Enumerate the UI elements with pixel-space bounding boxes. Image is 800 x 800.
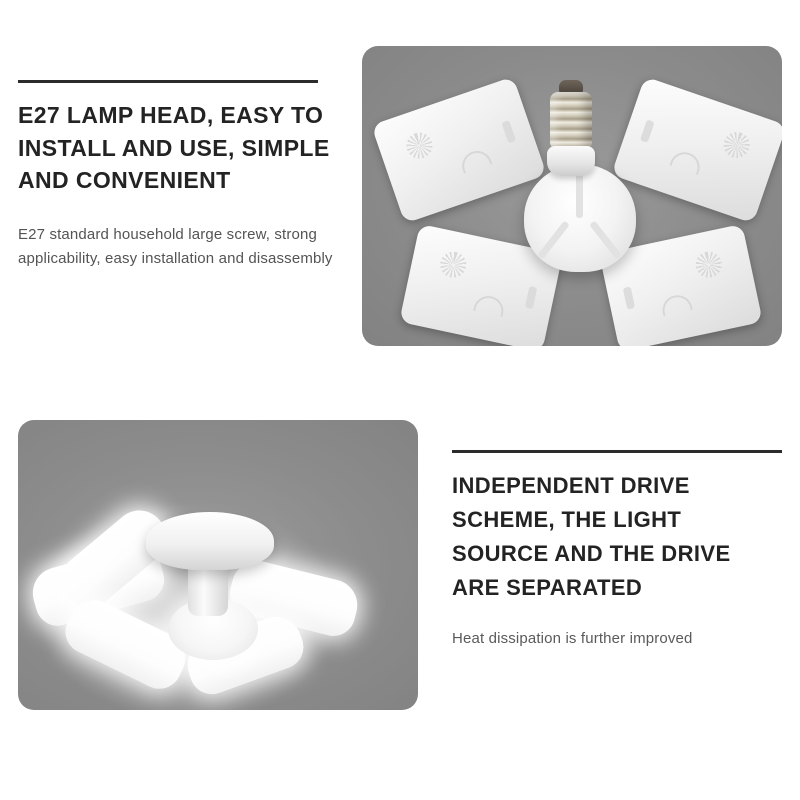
section-two-subtext: Heat dissipation is further improved xyxy=(452,630,693,648)
lamp-ceiling-cap xyxy=(146,512,274,570)
lamp-illustration-lit xyxy=(18,420,418,710)
section-one-headline: E27 LAMP HEAD, EASY TO INSTALL AND USE, SIMPLE AND CONVENIENT xyxy=(18,102,330,194)
blade-slot-detail xyxy=(623,286,635,309)
section-two-divider-rule xyxy=(452,450,782,453)
blade-arc-detail xyxy=(669,148,703,175)
blade-vent-pattern xyxy=(438,249,469,280)
lamp-illustration-unlit xyxy=(362,46,782,346)
hub-rib xyxy=(589,221,622,260)
hub-rib xyxy=(537,221,570,260)
blade-vent-pattern xyxy=(693,249,724,280)
product-photo-lit xyxy=(18,420,418,710)
blade-slot-detail xyxy=(525,286,537,309)
section-e27-lamp-head xyxy=(0,0,800,380)
blade-vent-pattern xyxy=(720,128,753,161)
hub-rib xyxy=(576,172,583,218)
blade-slot-detail xyxy=(640,119,655,142)
section-one-divider-rule xyxy=(18,80,318,83)
screw-base-threads xyxy=(550,92,592,150)
lamp-hub xyxy=(524,164,636,272)
blade-vent-pattern xyxy=(403,129,436,162)
lamp-blade-upper-left xyxy=(371,76,547,223)
section-independent-drive xyxy=(0,400,800,740)
blade-arc-detail xyxy=(458,147,492,174)
section-two-headline: INDEPENDENT DRIVE SCHEME, THE LIGHT SOURCE AND THE DRIVE ARE SEPARATED xyxy=(452,473,731,601)
lamp-blade-upper-right xyxy=(611,76,782,223)
section-one-subtext: E27 standard household large screw, strong applicability, easy installation and disassembly xyxy=(18,225,333,267)
e27-screw-base xyxy=(550,80,592,176)
section-one-text-block xyxy=(18,80,348,271)
blade-slot-detail xyxy=(501,120,516,143)
screw-base-collar xyxy=(547,146,595,176)
section-two-text-block xyxy=(452,450,782,651)
blade-arc-detail xyxy=(473,293,506,317)
product-photo-top-view xyxy=(362,46,782,346)
blade-arc-detail xyxy=(660,292,693,316)
